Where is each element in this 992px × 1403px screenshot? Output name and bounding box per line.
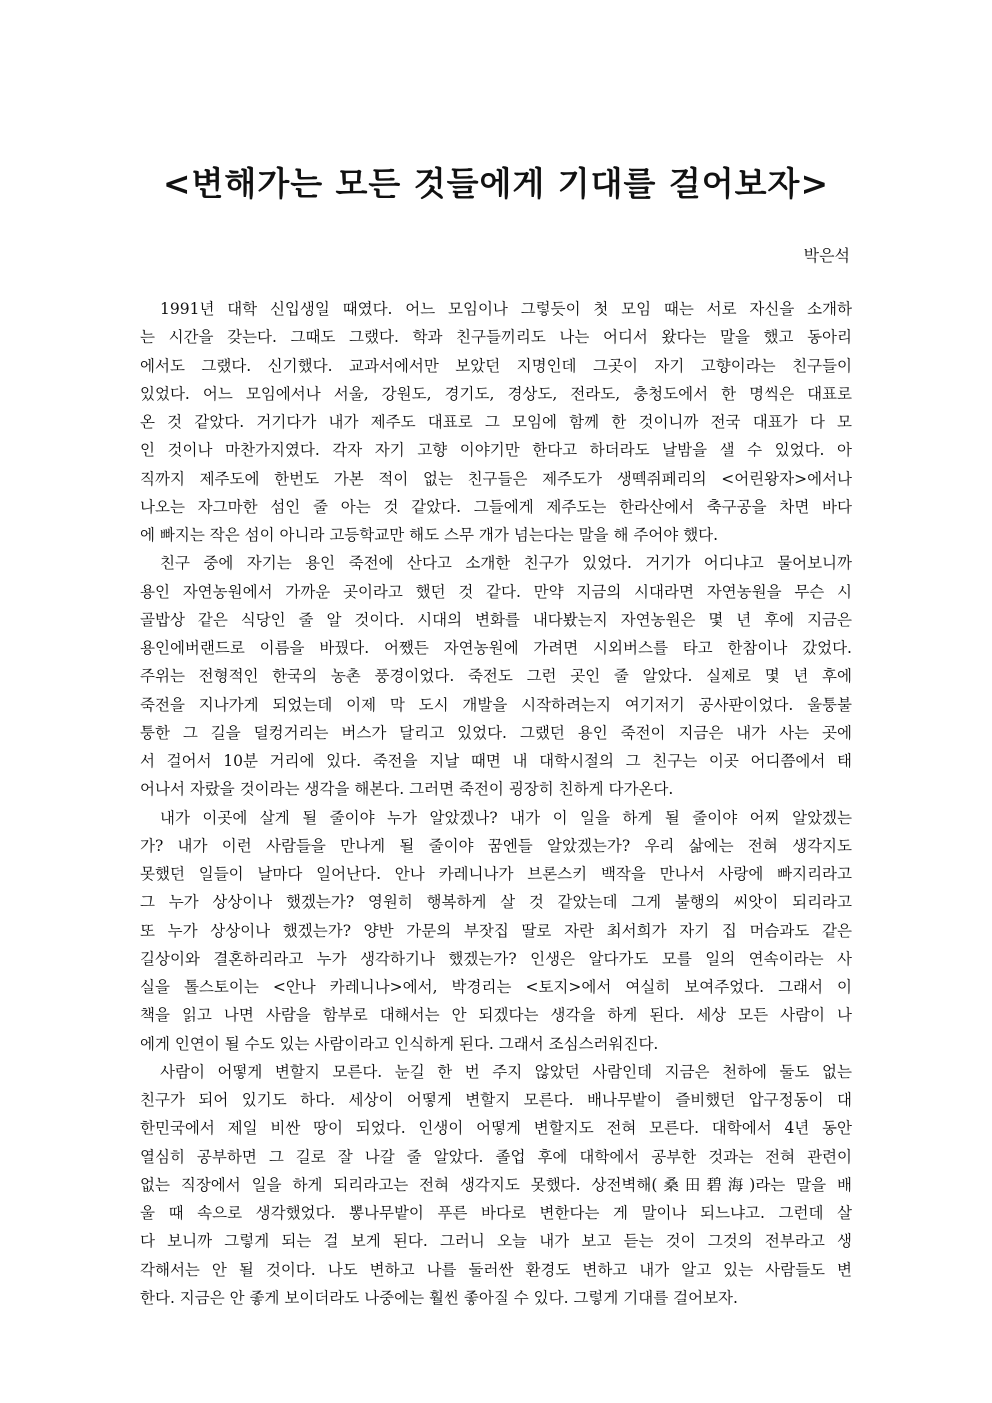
- paragraph-line: 죽전을 지나가게 되었는데 이제 막 도시 개발을 시작하려는지 여기저기 공사판이었다. 울퉁불: [140, 695, 852, 714]
- paragraph-line: 에게 인연이 될 수도 있는 사람이라고 인식하게 된다. 그래서 조심스러워진다.: [140, 1034, 659, 1053]
- paragraph-line: 온 것 같았다. 거기다가 내가 제주도 대표로 그 모임에 함께 한 것이니까 전국 대표가 다 모: [140, 413, 852, 431]
- paragraph-line: 1991년 대학 신입생일 때였다. 어느 모임이나 그렇듯이 첫 모임 때는 서로 자신을 소개하: [160, 300, 852, 318]
- paragraph: [140, 295, 852, 549]
- paragraph-line: 에서도 그랬다. 신기했다. 교과서에서만 보았던 지명인데 그곳이 자기 고향이라는 친구들이: [140, 356, 852, 375]
- paragraph-line: 열심히 공부하면 그 길로 잘 나갈 줄 알았다. 졸업 후에 대학에서 공부한 것과는 전혀 관련이: [140, 1147, 852, 1166]
- paragraph-line: 또 누가 상상이나 했겠는가? 양반 가문의 부잣집 딸로 자란 최서희가 자기 집 머슴과도 같은: [140, 921, 852, 940]
- paragraph-line: 다 보니까 그렇게 되는 걸 보게 된다. 그러니 오늘 내가 보고 듣는 것이 그것의 전부라고 생: [140, 1232, 852, 1251]
- paragraph-line: 용인 자연농원에서 가까운 곳이라고 했던 것 같다. 만약 지금의 시대라면 자연농원을 무슨 시: [140, 582, 852, 601]
- paragraph-line: 가? 내가 이런 사람들을 만나게 될 줄이야 꿈엔들 알았겠는가? 우리 삶에는 전혀 생각지도: [140, 836, 852, 855]
- paragraph-line: 내가 이곳에 살게 될 줄이야 누가 알았겠나? 내가 이 일을 하게 될 줄이야 어찌 알았겠는: [160, 808, 852, 827]
- paragraph-line: 나오는 자그마한 섬인 줄 아는 것 같았다. 그들에게 제주도는 한라산에서 축구공을 차면 바다: [140, 497, 852, 516]
- paragraph-line: 못했던 일들이 날마다 일어난다. 안나 카레니나가 브론스키 백작을 만나서 사랑에 빠지리라고: [140, 865, 852, 883]
- paragraph-line: 울 때 속으로 생각했었다. 뽕나무밭이 푸른 바다로 변한다는 게 말이나 되느냐고. 그런데 살: [140, 1204, 852, 1222]
- paragraph: [140, 549, 852, 803]
- paragraph-line: 있었다. 어느 모임에서나 서울, 강원도, 경기도, 경상도, 전라도, 충청도에서 한 명씩은 대표로: [140, 384, 852, 403]
- paragraph-line: 길상이와 결혼하리라고 누가 생각하기나 했겠는가? 인생은 알다가도 모를 일의 연속이라는 사: [140, 949, 852, 968]
- document-title: <변해가는 모든 것들에게 기대를 걸어보자>: [162, 164, 830, 203]
- paragraph-line: 용인에버랜드로 이름을 바꿨다. 어쨌든 자연농원에 가려면 시외버스를 타고 한참이나 갔었다.: [140, 639, 852, 657]
- paragraph-line: 사람이 어떻게 변할지 모른다. 눈길 한 번 주지 않았던 사람인데 지금은 천하에 둘도 없는: [160, 1062, 852, 1081]
- paragraph-line: 그 누가 상상이나 했겠는가? 영원히 행복하게 살 것 같았는데 그게 불행의 씨앗이 되리라고: [140, 893, 852, 912]
- author-name: 박은석: [803, 246, 850, 265]
- paragraph-line: 없는 직장에서 일을 하게 되리라고는 전혀 생각지도 못했다. 상전벽해(桑田碧海)라는 말을 배: [140, 1175, 852, 1194]
- paragraph-line: 실을 톨스토이는 <안나 카레니나>에서, 박경리는 <토지>에서 여실히 보여주었다. 그래서 이: [140, 978, 852, 996]
- paragraph: [140, 804, 852, 1058]
- paragraph-line: 어나서 자랐을 것이라는 생각을 해본다. 그러면 죽전이 굉장히 친하게 다가온다.: [140, 780, 674, 799]
- paragraph-line: 직까지 제주도에 한번도 가본 적이 없는 친구들은 제주도가 생떽쥐페리의 <어린왕자>에서나: [140, 469, 852, 488]
- paragraph-line: 골밥상 같은 식당인 줄 알 것이다. 시대의 변화를 내다봤는지 자연농원은 몇 년 후에 지금은: [140, 610, 852, 629]
- paragraph: [140, 1058, 852, 1312]
- paragraph-line: 친구 중에 자기는 용인 죽전에 산다고 소개한 친구가 있었다. 거기가 어디냐고 물어보니까: [160, 554, 852, 573]
- paragraph-line: 서 걸어서 10분 거리에 있다. 죽전을 지날 때면 내 대학시절의 그 친구는 이곳 어디쯤에서 태: [140, 752, 852, 770]
- paragraph-line: 주위는 전형적인 한국의 농촌 풍경이었다. 죽전도 그런 곳인 줄 알았다. 실제로 몇 년 후에: [140, 667, 852, 686]
- paragraph-line: 인 것이나 마찬가지였다. 각자 자기 고향 이야기만 한다고 하더라도 날밤을 샐 수 있었다. 아: [140, 441, 852, 460]
- paragraph-line: 는 시간을 갖는다. 그때도 그랬다. 학과 친구들끼리도 나는 어디서 왔다는 말을 했고 동아리: [140, 328, 852, 347]
- paragraph-line: 퉁한 그 길을 덜컹거리는 버스가 달리고 있었다. 그랬던 용인 죽전이 지금은 내가 사는 곳에: [140, 723, 852, 742]
- paragraph-line: 책을 읽고 나면 사람을 함부로 대해서는 안 되겠다는 생각을 하게 된다. 세상 모든 사람이 나: [140, 1006, 852, 1025]
- paragraph-line: 친구가 되어 있기도 하다. 세상이 어떻게 변할지 모른다. 배나무밭이 즐비했던 압구정동이 대: [140, 1091, 852, 1109]
- paragraph-line: 한민국에서 제일 비싼 땅이 되었다. 인생이 어떻게 변할지도 전혀 모른다. 대학에서 4년 동안: [140, 1119, 852, 1138]
- paragraph-line: 에 빠지는 작은 섬이 아니라 고등학교만 해도 스무 개가 넘는다는 말을 해 주어야 했다.: [140, 526, 719, 544]
- document-body: [140, 295, 852, 1312]
- paragraph-line: 한다. 지금은 안 좋게 보이더라도 나중에는 훨씬 좋아질 수 있다. 그렇게 기대를 걸어보자.: [140, 1288, 738, 1307]
- paragraph-line: 각해서는 안 될 것이다. 나도 변하고 나를 둘러싼 환경도 변하고 내가 알고 있는 사람들도 변: [140, 1260, 852, 1279]
